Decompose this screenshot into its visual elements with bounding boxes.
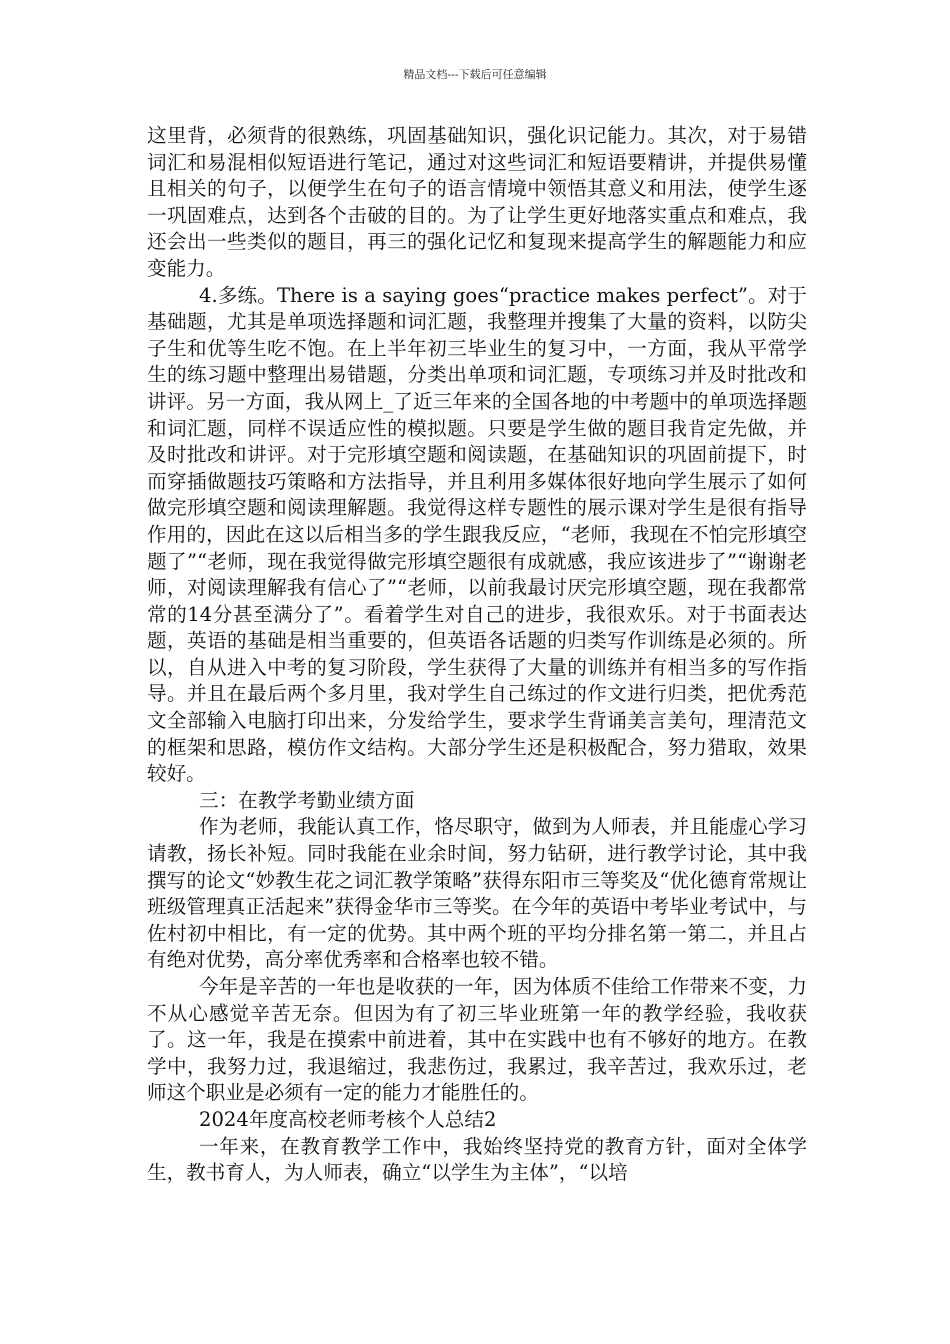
paragraph-summary: 今年是辛苦的一年也是收获的一年，因为体质不佳给工作带来不变，力不从心感觉辛苦无奈。但因为有了初三毕业班第一年的教学经验，我收获了。这一年，我是在摸索中前进着，其中在实践中也有不够好的地方。在教学中，我努力过，我退缩过，我悲伤过，我累过，我辛苦过，我欢乐过，老师这个职业是必须有一定的能力才能胜任的。 [147,975,807,1105]
paragraph-performance: 作为老师，我能认真工作，恪尽职守，做到为人师表，并且能虚心学习请教，扬长补短。同时我能在业余时间，努力钻研，进行教学讨论，其中我撰写的论文“妙教生花之词汇教学策略”获得东阳市三等奖及“优化德育常规让班级管理真正活起来”获得金华市三等奖。在今年的英语中考毕业考试中，与佐村初中相比，有一定的优势。其中两个班的平均分排名第一第二，并且占有绝对优势，高分率优秀率和合格率也较不错。 [147,815,807,972]
document-body [147,123,807,1187]
paragraph-continuation: 这里背，必须背的很熟练，巩固基础知识，强化识记能力。其次，对于易错词汇和易混相似短语进行笔记，通过对这些词汇和短语要精讲，并提供易懂且相关的句子，以便学生在句子的语言情境中领悟其意义和用法，使学生逐一巩固难点，达到各个击破的目的。为了让学生更好地落实重点和难点，我还会出一些类似的题目，再三的强化记忆和复现来提高学生的解题能力和应变能力。 [147,124,807,280]
paragraph-practice: 4.多练。There is a saying goes“practice makes perfect”。对于基础题，尤其是单项选择题和词汇题，我整理并搜集了大量的资料，以防尖子生和优等生吃不饱。在上半年初三毕业生的复习中，一方面，我从平常学生的练习题中整理出易错题，分类出单项和词汇题，专项练习并及时批改和讲评。另一方面，我从网上_了近三年来的全国各地的中考题中的单项选择题和词汇题，同样不误适应性的模拟题。只要是学生做的题目我肯定先做，并及时批改和讲评。对于完形填空题和阅读题，在基础知识的巩固前提下，时而穿插做题技巧策略和方法指导，并且利用多媒体很好地向学生展示了如何做完形填空题和阅读理解题。我觉得这样专题性的展示课对学生是很有指导作用的，因此在这以后相当多的学生跟我反应，“老师，我现在不怕完形填空题了”“老师，现在我觉得做完形填空题很有成就感，我应该进步了”“谢谢老师，对阅读理解我有信心了”“老师，以前我最讨厌完形填空题，现在我都常常的14分甚至满分了”。看着学生对自己的进步，我很欢乐。对于书面表达题，英语的基础是相当重要的，但英语各话题的归类写作训练是必须的。所以，自从进入中考的复习阶段，学生获得了大量的训练并有相当多的写作指导。并且在最后两个多月里，我对学生自己练过的作文进行归类，把优秀范文全部输入电脑打印出来，分发给学生，要求学生背诵美言美句，理清范文的框架和思路，模仿作文结构。大部分学生还是积极配合，努力猎取，效果较好。 [147,283,807,786]
paragraph-intro: 一年来，在教育教学工作中，我始终坚持党的教育方针，面对全体学生，教书育人，为人师表，确立“以学生为主体”，“以培 [147,1134,807,1185]
page-header: 精品文档---下载后可任意编辑 [403,68,547,81]
article-title: 2024年度高校老师考核个人总结2 [199,1107,497,1131]
section-heading: 三：在教学考勤业绩方面 [199,788,415,812]
